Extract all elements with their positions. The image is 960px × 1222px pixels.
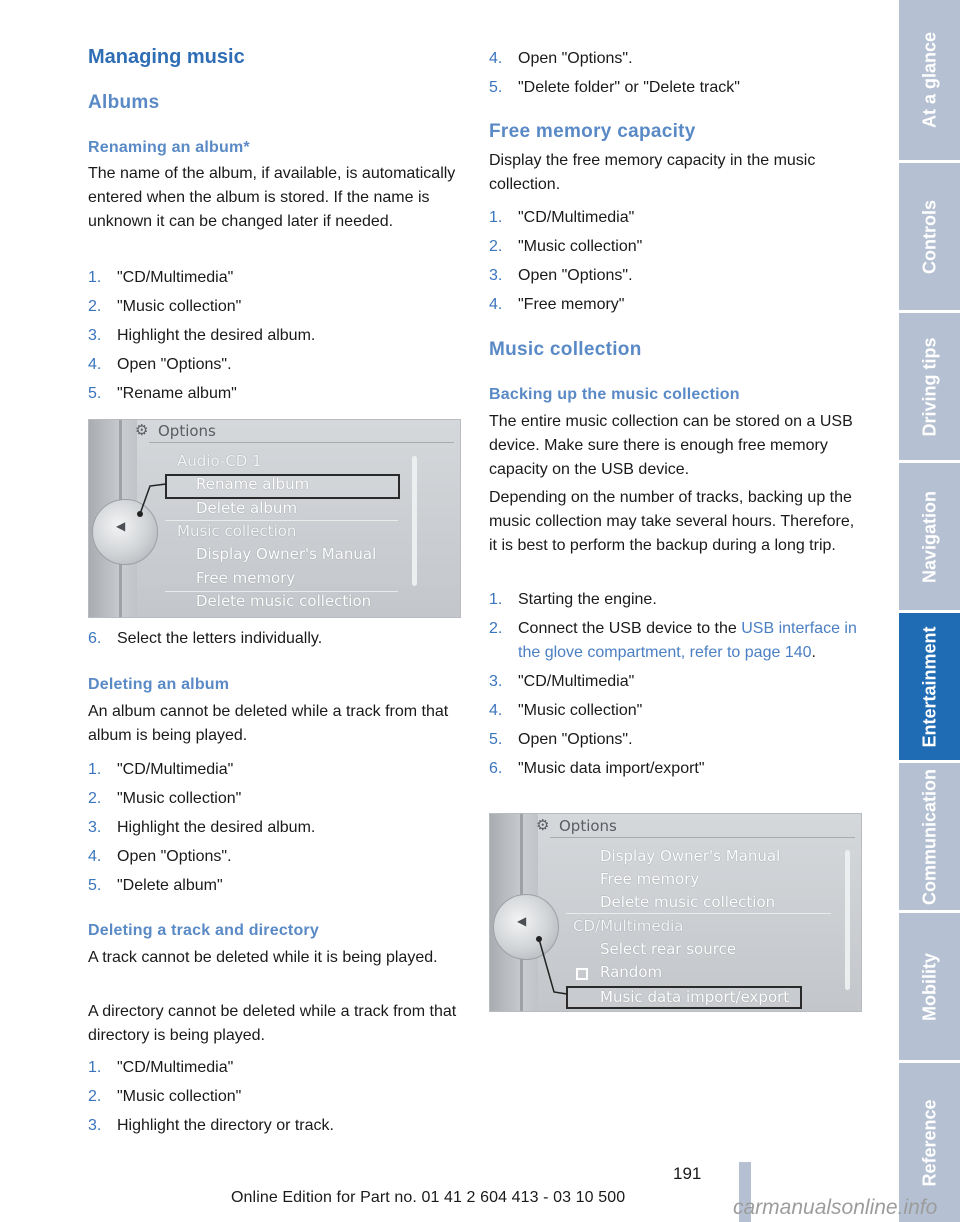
albums-heading: Albums xyxy=(88,92,160,113)
tab-communication[interactable] xyxy=(899,763,960,910)
watermark: carmanualsonline.info xyxy=(733,1196,938,1219)
list-item xyxy=(489,206,861,235)
menu-item-delete-music-collection[interactable]: Delete music collection xyxy=(600,893,776,911)
step-number: 1. xyxy=(88,1059,102,1076)
delete-album-steps xyxy=(88,758,463,903)
step-number: 5. xyxy=(489,79,503,96)
section-title: Managing music xyxy=(88,46,245,68)
tab-label: Reference xyxy=(919,1098,939,1187)
menu-section-music-collection: Music collection xyxy=(177,522,297,540)
list-item xyxy=(489,47,861,76)
tab-label: Controls xyxy=(919,199,939,274)
free-memory-text: Display the free memory capacity in the music collection. xyxy=(489,152,816,193)
step-number: 2. xyxy=(88,790,102,807)
list-item xyxy=(88,758,463,787)
step-number: 2. xyxy=(489,620,503,637)
step-text: Open "Options". xyxy=(518,267,633,284)
step-text-after: . xyxy=(811,644,816,661)
step-text: "Music collection" xyxy=(518,238,643,255)
menu-item-free-memory[interactable]: Free memory xyxy=(196,569,296,587)
step-text-before: Connect the USB device to the xyxy=(518,620,742,637)
list-item xyxy=(489,264,861,293)
backup-heading: Backing up the music collection xyxy=(489,386,740,403)
menu-item-music-data-import-export[interactable]: Music data import/export xyxy=(600,988,790,1006)
step-text: "CD/Multimedia" xyxy=(518,673,635,690)
list-item xyxy=(489,699,861,728)
list-item xyxy=(88,1114,463,1143)
callout-pointer xyxy=(490,814,861,1011)
tab-label: Mobility xyxy=(919,952,939,1021)
step-number: 5. xyxy=(88,877,102,894)
list-item xyxy=(88,1085,463,1114)
menu-item-delete-music-collection[interactable]: Delete music collection xyxy=(196,592,372,610)
delete-album-heading: Deleting an album xyxy=(88,676,230,693)
step-number: 1. xyxy=(88,269,102,286)
free-memory-steps xyxy=(489,206,861,322)
backup-text: The entire music collection can be stored on a USB device. Make sure there is enough free memory capacity on the USB device. xyxy=(489,413,853,478)
tab-mobility[interactable] xyxy=(899,913,960,1060)
menu-item-random[interactable]: Random xyxy=(600,963,663,981)
backup-duration-text: Depending on the number of tracks, backing up the music collection may take several hours. Therefore, it is best to perform the backup during a long trip. xyxy=(489,489,855,554)
step-text: "Music data import/export" xyxy=(518,760,705,777)
list-item xyxy=(88,295,463,324)
usb-interface-link[interactable]: USB interface in the glove compartment, refer to page 140 xyxy=(518,620,857,661)
step-text: "Music collection" xyxy=(117,298,242,315)
step-number: 6. xyxy=(489,760,503,777)
step-number: 3. xyxy=(88,819,102,836)
delete-track-text: A track cannot be deleted while it is being played. xyxy=(88,949,438,966)
menu-section-cd-multimedia: CD/Multimedia xyxy=(573,917,684,935)
rename-album-text: The name of the album, if available, is automatically entered when the album is stored. If the name is unknown it can be changed later if needed. xyxy=(88,165,456,230)
menu-item-display-owners-manual[interactable]: Display Owner's Manual xyxy=(196,545,377,563)
step-text: "Music collection" xyxy=(117,1088,242,1105)
list-item xyxy=(88,816,463,845)
step-number: 2. xyxy=(489,238,503,255)
step-number: 3. xyxy=(489,673,503,690)
tab-label: Navigation xyxy=(919,490,939,583)
options-title: Options xyxy=(559,817,617,835)
options-menu-screenshot-import-export xyxy=(489,813,862,1012)
list-item xyxy=(489,670,861,699)
step-text: "CD/Multimedia" xyxy=(518,209,635,226)
rename-steps xyxy=(88,266,463,411)
step-text: Open "Options". xyxy=(117,356,232,373)
step-number: 5. xyxy=(489,731,503,748)
step-text: "CD/Multimedia" xyxy=(117,1059,234,1076)
footer-edition-text: Online Edition for Part no. 01 41 2 604 413 - 03 10 500 xyxy=(231,1189,626,1206)
list-item xyxy=(489,76,861,105)
list-item xyxy=(88,845,463,874)
rename-album-heading: Renaming an album* xyxy=(88,139,250,156)
step-number: 4. xyxy=(489,296,503,313)
delete-directory-text: A directory cannot be deleted while a track from that directory is being played. xyxy=(88,1003,457,1044)
list-item xyxy=(489,757,861,786)
tab-driving-tips[interactable] xyxy=(899,313,960,460)
list-item xyxy=(489,728,861,757)
list-item xyxy=(489,617,861,665)
tab-at-a-glance[interactable] xyxy=(899,0,960,160)
step-text: Open "Options". xyxy=(117,848,232,865)
step-text: "Rename album" xyxy=(117,385,237,402)
step-number: 1. xyxy=(489,591,503,608)
menu-item-select-rear-source[interactable]: Select rear source xyxy=(600,940,737,958)
delete-track-heading: Deleting a track and directory xyxy=(88,922,319,939)
list-item xyxy=(489,588,861,617)
step-text: Highlight the directory or track. xyxy=(117,1117,334,1134)
tab-label: Entertainment xyxy=(919,625,939,748)
tab-label: Communication xyxy=(919,768,939,905)
step-text: "Music collection" xyxy=(518,702,643,719)
step-number: 1. xyxy=(88,761,102,778)
step-text: Starting the engine. xyxy=(518,591,657,608)
backup-steps xyxy=(489,588,861,786)
list-item xyxy=(88,627,463,656)
list-item xyxy=(88,353,463,382)
tab-label: At a glance xyxy=(919,31,939,129)
step-text: Open "Options". xyxy=(518,731,633,748)
page-number: 191 xyxy=(673,1164,702,1183)
menu-item-delete-album[interactable]: Delete album xyxy=(196,499,298,517)
delete-track-steps-continued xyxy=(489,47,861,105)
tab-entertainment[interactable] xyxy=(899,613,960,760)
delete-album-text: An album cannot be deleted while a track from that album is being played. xyxy=(88,703,449,744)
step-number: 4. xyxy=(88,848,102,865)
step-number: 6. xyxy=(88,630,102,647)
left-arrow-icon: ◀ xyxy=(116,519,126,533)
options-icon: ⚙ xyxy=(135,421,149,439)
list-item xyxy=(88,787,463,816)
list-item xyxy=(88,324,463,353)
options-title: Options xyxy=(158,422,216,440)
step-text: "Delete folder" or "Delete track" xyxy=(518,79,740,96)
section-tab-bar xyxy=(899,0,960,1222)
step-text: Open "Options". xyxy=(518,50,633,67)
callout-pointer xyxy=(89,420,460,617)
tab-controls[interactable] xyxy=(899,163,960,310)
list-item xyxy=(88,1056,463,1085)
tab-label: Driving tips xyxy=(919,336,939,437)
list-item xyxy=(489,235,861,264)
step-number: 5. xyxy=(88,385,102,402)
list-item xyxy=(88,382,463,411)
options-icon: ⚙ xyxy=(536,816,550,834)
step-text: Select the letters individually. xyxy=(117,630,323,647)
step-text: "Delete album" xyxy=(117,877,223,894)
delete-track-steps xyxy=(88,1056,463,1143)
rename-step-6 xyxy=(88,627,463,656)
menu-section-audio-cd: Audio-CD 1 xyxy=(177,452,262,470)
step-number: 1. xyxy=(489,209,503,226)
menu-item-rename-album[interactable]: Rename album xyxy=(196,475,310,493)
list-item xyxy=(88,266,463,295)
menu-item-free-memory[interactable]: Free memory xyxy=(600,870,700,888)
step-number: 4. xyxy=(489,702,503,719)
step-text: "CD/Multimedia" xyxy=(117,761,234,778)
free-memory-heading: Free memory capacity xyxy=(489,121,696,142)
left-arrow-icon: ◀ xyxy=(517,914,527,928)
step-number: 4. xyxy=(489,50,503,67)
step-text: "CD/Multimedia" xyxy=(117,269,234,286)
step-number: 3. xyxy=(88,1117,102,1134)
step-text: "Music collection" xyxy=(117,790,242,807)
options-menu-screenshot-rename xyxy=(88,419,461,618)
menu-item-display-owners-manual[interactable]: Display Owner's Manual xyxy=(600,847,781,865)
list-item xyxy=(88,874,463,903)
step-text xyxy=(518,617,861,665)
step-text: Highlight the desired album. xyxy=(117,819,316,836)
list-item xyxy=(489,293,861,322)
step-text: Highlight the desired album. xyxy=(117,327,316,344)
step-number: 3. xyxy=(88,327,102,344)
step-number: 4. xyxy=(88,356,102,373)
tab-navigation[interactable] xyxy=(899,463,960,610)
step-number: 3. xyxy=(489,267,503,284)
step-number: 2. xyxy=(88,298,102,315)
step-text: "Free memory" xyxy=(518,296,625,313)
music-collection-heading: Music collection xyxy=(489,339,642,360)
step-number: 2. xyxy=(88,1088,102,1105)
